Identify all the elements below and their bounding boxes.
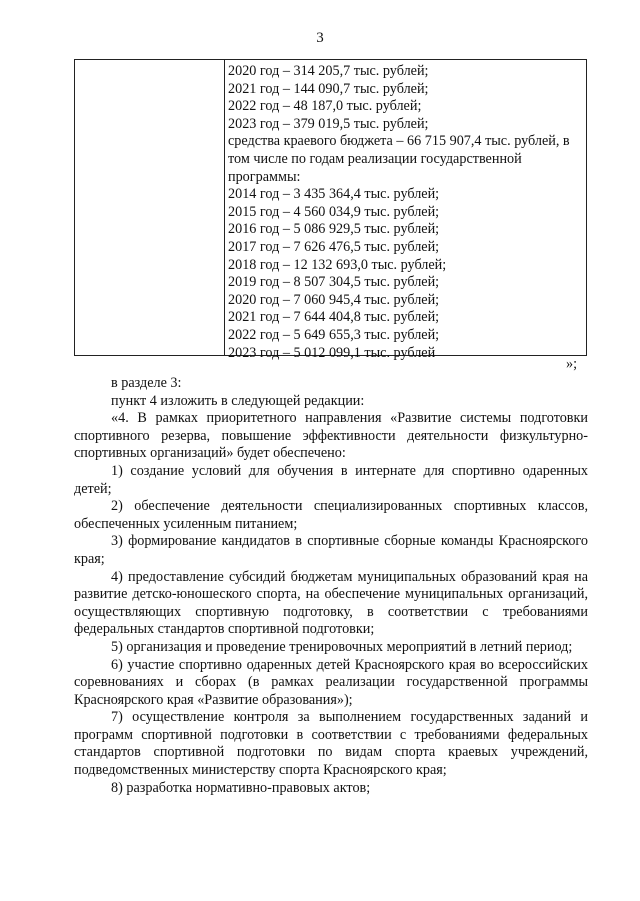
funding-line: 2020 год – 7 060 945,4 тыс. рублей; — [228, 291, 440, 308]
funding-line: 2021 год – 144 090,7 тыс. рублей; — [228, 80, 429, 97]
list-item: 8) разработка нормативно-правовых актов; — [111, 779, 371, 796]
funding-line: 2014 год – 3 435 364,4 тыс. рублей; — [228, 186, 440, 203]
closing-quote: »; — [566, 356, 578, 372]
section-reference: в разделе 3: — [111, 375, 182, 391]
paragraph-intro: «4. В рамках приоритетного направления «Развитие системы подготовки спортивного резерва, повышение эффективности деятельности физкультурно-спортивных организаций» будет обеспечено: — [74, 410, 588, 462]
page-number: 3 — [316, 30, 324, 46]
list-item: 4) предоставление субсидий бюджетам муниципальных образований края на развитие детско-юношеского спорта, на обеспечение муниципальных организаций, осуществляющих спортивную подготовку, в соответствии с требованиями федеральных стандартов спортивной подготовки; — [74, 568, 588, 638]
funding-line-regional-budget: средства краевого бюджета – 66 715 907,4 тыс. рублей, в том числе по годам реализации государственной программы: — [228, 133, 570, 185]
funding-line: 2020 год – 314 205,7 тыс. рублей; — [228, 63, 429, 79]
funding-line: 2023 год – 379 019,5 тыс. рублей; — [228, 115, 429, 132]
funding-line: 2023 год – 5 012 099,1 тыс. рублей — [228, 344, 436, 361]
list-item: 3) формирование кандидатов в спортивные сборные команды Красноярского края; — [74, 533, 588, 567]
list-item: 7) осуществление контроля за выполнением государственных заданий и программ спортивной подготовки в соответствии с требованиями федеральных стандартов спортивной подготовки по видам спорта краевых учреждений, подведомственных министерству спорта Красноярского края; — [74, 709, 588, 779]
funding-lines — [228, 63, 583, 362]
funding-table — [74, 59, 587, 361]
list-item: 1) создание условий для обучения в интернате для спортивно одаренных детей; — [74, 462, 588, 497]
funding-line: 2022 год – 5 649 655,3 тыс. рублей; — [228, 326, 440, 343]
list-item: 5) организация и проведение тренировочных мероприятий в летний период; — [111, 638, 573, 655]
funding-line: 2022 год – 48 187,0 тыс. рублей; — [228, 98, 422, 115]
funding-line: 2018 год – 12 132 693,0 тыс. рублей; — [228, 256, 447, 273]
funding-line: 2019 год – 8 507 304,5 тыс. рублей; — [228, 274, 440, 291]
funding-line: 2017 год – 7 626 476,5 тыс. рублей; — [228, 238, 440, 255]
funding-line: 2015 год – 4 560 034,9 тыс. рублей; — [228, 203, 440, 220]
amendment-instruction: пункт 4 изложить в следующей редакции: — [111, 392, 365, 409]
table-column-divider — [224, 60, 225, 355]
list-item: 6) участие спортивно одаренных детей Красноярского края во всероссийских соревнованиях и сборах (в рамках реализации государственной программы Красноярского края «Развитие образования»); — [74, 656, 588, 708]
funding-line: 2016 год – 5 086 929,5 тыс. рублей; — [228, 221, 440, 238]
document-body — [74, 375, 588, 797]
list-item: 2) обеспечение деятельности специализированных спортивных классов, обеспеченных усиленным питанием; — [74, 498, 588, 532]
funding-line: 2021 год – 7 644 404,8 тыс. рублей; — [228, 309, 440, 326]
